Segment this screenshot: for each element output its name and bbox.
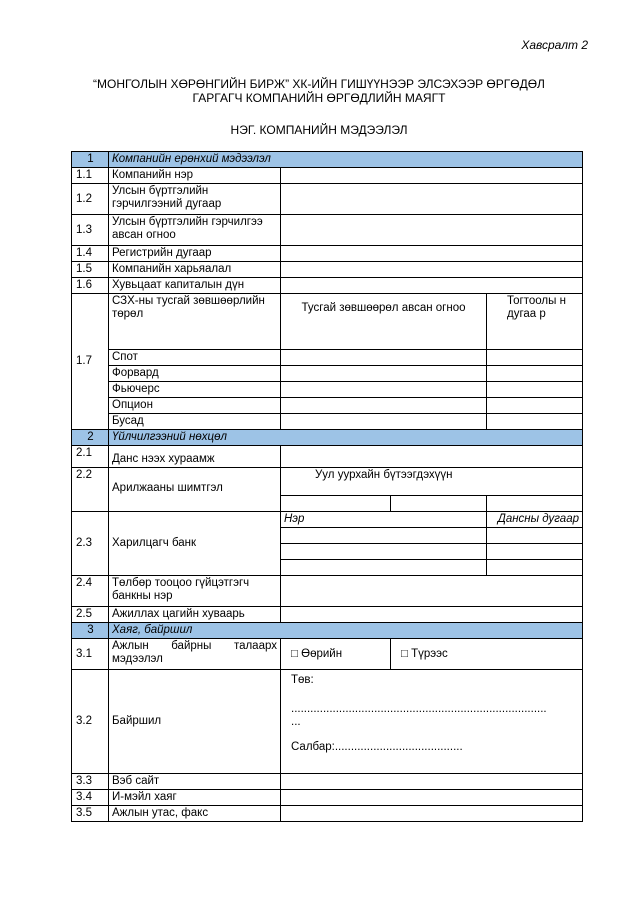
license-type: Фьючерс bbox=[109, 382, 281, 398]
license-row bbox=[72, 414, 583, 430]
row-label: Төлбөр тооцоо гүйцэтгэгч банкны нэр bbox=[109, 576, 281, 607]
row-num: 1.7 bbox=[72, 294, 109, 430]
license-type: Бусад bbox=[109, 414, 281, 430]
branch-line: Салбар:........................................ bbox=[291, 741, 463, 753]
bank-name-field[interactable] bbox=[281, 528, 487, 544]
table-row bbox=[72, 607, 583, 623]
table-row bbox=[72, 168, 583, 184]
form-title-line1: “МОНГОЛЫН ХӨРӨНГИЙН БИРЖ” ХК-ИЙН ГИШҮҮНЭЭР ЭЛСЭХЭЭР ӨРГӨДӨЛ bbox=[93, 77, 545, 91]
decree-number-field[interactable] bbox=[487, 350, 583, 366]
value-field[interactable] bbox=[281, 607, 583, 623]
row-label: Хувьцаат капиталын дүн bbox=[109, 278, 281, 294]
table-row bbox=[72, 246, 583, 262]
value-field[interactable] bbox=[281, 246, 583, 262]
table-row bbox=[72, 790, 583, 806]
value-field[interactable] bbox=[281, 806, 583, 822]
row-num: 3.3 bbox=[72, 774, 109, 790]
row-num: 1.3 bbox=[72, 215, 109, 246]
row-num: 2.4 bbox=[72, 576, 109, 607]
row-num: 1.5 bbox=[72, 262, 109, 278]
row-num: 1.2 bbox=[72, 184, 109, 215]
row-num: 1.4 bbox=[72, 246, 109, 262]
value-field[interactable] bbox=[281, 278, 583, 294]
row-label: Данс нээх хураамж bbox=[109, 446, 281, 468]
section-3-header bbox=[72, 623, 583, 639]
row-num: 2.3 bbox=[72, 512, 109, 576]
own-premises-checkbox[interactable]: □ Өөрийн bbox=[281, 639, 391, 670]
value-field[interactable] bbox=[281, 790, 583, 806]
table-row bbox=[72, 278, 583, 294]
section-num: 2 bbox=[72, 430, 109, 446]
license-type: Опцион bbox=[109, 398, 281, 414]
company-info-table bbox=[71, 151, 583, 822]
location-field[interactable] bbox=[281, 670, 583, 774]
head-office-line: ................................................................................ ... bbox=[291, 703, 547, 728]
table-row bbox=[72, 215, 583, 246]
value-field[interactable] bbox=[281, 262, 583, 278]
row-label: Компанийн нэр bbox=[109, 168, 281, 184]
section-num: 1 bbox=[72, 152, 109, 168]
license-header-row bbox=[72, 294, 583, 350]
section-title: НЭГ. КОМПАНИЙН МЭДЭЭЛЭЛ bbox=[230, 123, 408, 137]
workplace-row bbox=[72, 639, 583, 670]
section-num: 3 bbox=[72, 623, 109, 639]
commission-row bbox=[72, 468, 583, 496]
row-label: Ажиллах цагийн хуваарь bbox=[109, 607, 281, 623]
bank-header-row bbox=[72, 512, 583, 528]
account-number-field[interactable] bbox=[487, 560, 583, 576]
commission-field[interactable] bbox=[281, 496, 391, 512]
license-date-field[interactable] bbox=[281, 350, 487, 366]
license-type: Спот bbox=[109, 350, 281, 366]
mining-products-label: Уул уурхайн бүтээгдэхүүн bbox=[281, 468, 583, 496]
row-num: 3.4 bbox=[72, 790, 109, 806]
license-date-field[interactable] bbox=[281, 398, 487, 414]
account-number-header: Дансны дугаар bbox=[487, 512, 583, 528]
table-row bbox=[72, 774, 583, 790]
value-field[interactable] bbox=[281, 446, 583, 468]
table-row bbox=[72, 806, 583, 822]
decree-number-header: Тогтоолы н дугаа р bbox=[487, 294, 583, 350]
section-label: Компанийн ерөнхий мэдээлэл bbox=[109, 152, 583, 168]
value-field[interactable] bbox=[281, 215, 583, 246]
section-label: Үйлчилгээний нөхцөл bbox=[109, 430, 583, 446]
table-row bbox=[72, 262, 583, 278]
table-row bbox=[72, 576, 583, 607]
decree-number-field[interactable] bbox=[487, 414, 583, 430]
row-num: 1.1 bbox=[72, 168, 109, 184]
decree-number-field[interactable] bbox=[487, 382, 583, 398]
bank-name-field[interactable] bbox=[281, 560, 487, 576]
account-number-field[interactable] bbox=[487, 528, 583, 544]
section-2-header bbox=[72, 430, 583, 446]
table-row bbox=[72, 184, 583, 215]
row-label: Компанийн харьяалал bbox=[109, 262, 281, 278]
license-date-field[interactable] bbox=[281, 366, 487, 382]
license-date-field[interactable] bbox=[281, 382, 487, 398]
row-label: Ажлын утас, факс bbox=[109, 806, 281, 822]
row-num: 1.6 bbox=[72, 278, 109, 294]
account-number-field[interactable] bbox=[487, 544, 583, 560]
form-title-line2: ГАРГАГЧ КОМПАНИЙН ӨРГӨДЛИЙН МАЯГТ bbox=[192, 91, 446, 105]
value-field[interactable] bbox=[281, 774, 583, 790]
decree-number-field[interactable] bbox=[487, 366, 583, 382]
bank-name-field[interactable] bbox=[281, 544, 487, 560]
row-num: 3.1 bbox=[72, 639, 109, 670]
license-row bbox=[72, 350, 583, 366]
value-field[interactable] bbox=[281, 168, 583, 184]
license-date-field[interactable] bbox=[281, 414, 487, 430]
row-label: Регистрийн дугаар bbox=[109, 246, 281, 262]
value-field[interactable] bbox=[281, 184, 583, 215]
row-num: 3.2 bbox=[72, 670, 109, 774]
license-row bbox=[72, 366, 583, 382]
license-type: Форвард bbox=[109, 366, 281, 382]
commission-field[interactable] bbox=[487, 496, 583, 512]
row-num: 3.5 bbox=[72, 806, 109, 822]
row-label: Байршил bbox=[109, 670, 281, 774]
row-label: Улсын бүртгэлийн гэрчилгээ авсан огноо bbox=[109, 215, 281, 246]
head-office-label: Төв: bbox=[291, 674, 314, 686]
commission-field[interactable] bbox=[391, 496, 487, 512]
decree-number-field[interactable] bbox=[487, 398, 583, 414]
license-row bbox=[72, 382, 583, 398]
table-row bbox=[72, 446, 583, 468]
row-label: Арилжааны шимтгэл bbox=[109, 468, 281, 512]
license-type-header: СЗХ-ны тусгай зөвшөөрлийн төрөл bbox=[109, 294, 281, 350]
row-label: Ажлын байрны талаарх мэдээлэл bbox=[109, 639, 281, 670]
row-num: 2.1 bbox=[72, 446, 109, 468]
row-label: Улсын бүртгэлийн гэрчилгээний дугаар bbox=[109, 184, 281, 215]
row-num: 2.2 bbox=[72, 468, 109, 512]
license-row bbox=[72, 398, 583, 414]
row-label: Вэб сайт bbox=[109, 774, 281, 790]
section-1-header bbox=[72, 152, 583, 168]
row-num: 2.5 bbox=[72, 607, 109, 623]
row-label: И-мэйл хаяг bbox=[109, 790, 281, 806]
section-label: Хаяг, байршил bbox=[109, 623, 583, 639]
appendix-label: Хавсралт 2 bbox=[521, 38, 588, 52]
rented-premises-checkbox[interactable]: □ Түрээс bbox=[391, 639, 583, 670]
location-row bbox=[72, 670, 583, 774]
license-date-header: Тусгай зөвшөөрөл авсан огноо bbox=[281, 294, 487, 350]
value-field[interactable] bbox=[281, 576, 583, 607]
bank-name-header: Нэр bbox=[281, 512, 487, 528]
row-label: Харилцагч банк bbox=[109, 512, 281, 576]
